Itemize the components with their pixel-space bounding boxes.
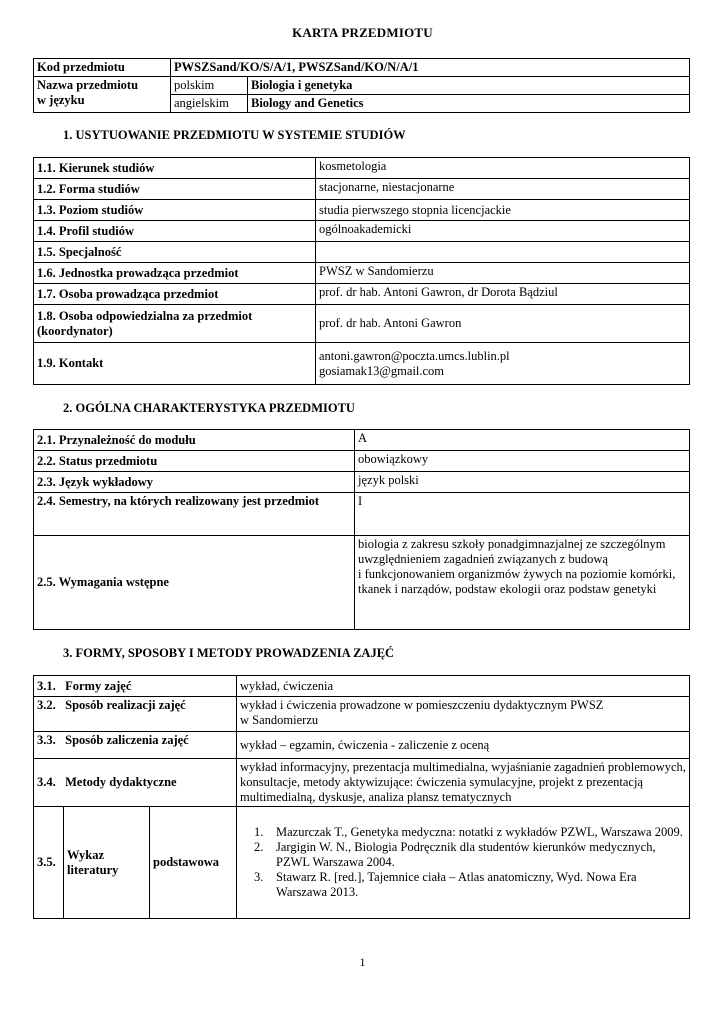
row-value: prof. dr hab. Antoni Gawron — [316, 305, 690, 343]
literature-sublabel: podstawowa — [150, 807, 237, 919]
row-label — [34, 732, 237, 759]
course-code-table — [33, 58, 690, 113]
row-number: 3.1. — [37, 678, 56, 693]
row-value: PWSZ w Sandomierzu — [316, 263, 690, 284]
row-label: 1.5. Specjalność — [34, 242, 316, 263]
row-label — [34, 697, 237, 732]
row-value: wykład – egzamin, ćwiczenia - zaliczenie z oceną — [237, 732, 690, 759]
name-english: Biology and Genetics — [248, 95, 690, 113]
literature-list — [240, 825, 686, 900]
list-item — [254, 825, 686, 840]
section3-table — [33, 675, 690, 919]
row-label-text: Sposób zaliczenia zajęć — [65, 733, 189, 747]
row-value: obowiązkowy — [355, 451, 690, 472]
row-value — [316, 242, 690, 263]
row-label: 2.3. Język wykładowy — [34, 472, 355, 493]
list-item-text: Jargigin W. N., Biologia Podręcznik dla studentów kierunków medycznych, PZWL Warszawa 2004. — [276, 840, 656, 869]
literature-label: Wykaz literatury — [64, 807, 150, 919]
row-value: studia pierwszego stopnia licencjackie — [316, 200, 690, 221]
row-label: 2.2. Status przedmiotu — [34, 451, 355, 472]
code-value: PWSZSand/KO/S/A/1, PWSZSand/KO/N/A/1 — [171, 59, 690, 77]
lang-english: angielskim — [171, 95, 248, 113]
contact-value: antoni.gawron@poczta.umcs.lublin.pl gosiamak13@gmail.com — [316, 343, 690, 385]
section3-heading: 3. FORMY, SPOSOBY I METODY PROWADZENIA ZAJĘĆ — [63, 646, 395, 660]
row-label: 1.9. Kontakt — [34, 343, 316, 385]
lang-polish: polskim — [171, 77, 248, 95]
row-label-text: Sposób realizacji zajęć — [65, 698, 186, 712]
row-label: 1.4. Profil studiów — [34, 221, 316, 242]
section1-table — [33, 157, 690, 385]
row-value: wykład informacyjny, prezentacja multimedialna, wyjaśnianie zagadnień problemowych, konsultacje, metody aktywizujące: ćwiczenia symulacyjne, projekt z prezentacją multimedialną, dyskusje, analiza plansz tematycznych — [237, 759, 690, 807]
literature-list-cell — [237, 807, 690, 919]
row-value: język polski — [355, 472, 690, 493]
row-label: 1.3. Poziom studiów — [34, 200, 316, 221]
row-label: 1.6. Jednostka prowadząca przedmiot — [34, 263, 316, 284]
code-label: Kod przedmiotu — [34, 59, 171, 77]
row-label-text: Metody dydaktyczne — [65, 775, 177, 789]
row-number: 3.3. — [37, 733, 56, 747]
row-label-text: Formy zajęć — [65, 678, 132, 693]
row-label: 2.5. Wymagania wstępne — [34, 536, 355, 630]
row-number: 3.2. — [37, 698, 56, 712]
row-label: 2.4. Semestry, na których realizowany jest przedmiot — [34, 493, 355, 536]
row-label: 1.1. Kierunek studiów — [34, 158, 316, 179]
row-value: ogólnoakademicki — [316, 221, 690, 242]
prerequisites-value: biologia z zakresu szkoły ponadgimnazjalnej ze szczególnym uwzględnieniem zagadnień związanych z budową i funkcjonowaniem organizmów żywych na poziomie komórki, tkanek i narządów, podstaw ekologii oraz podstaw genetyki — [355, 536, 690, 630]
list-item — [254, 840, 686, 870]
literature-number: 3.5. — [34, 807, 64, 919]
list-item-number: 3. — [254, 870, 264, 884]
row-label: 1.8. Osoba odpowiedzialna za przedmiot (koordynator) — [34, 305, 316, 343]
row-label: 1.2. Forma studiów — [34, 179, 316, 200]
page-number: 1 — [359, 955, 366, 969]
list-item — [254, 870, 686, 900]
name-polish: Biologia i genetyka — [248, 77, 690, 95]
row-value: wykład, ćwiczenia — [237, 676, 690, 697]
row-value: I — [355, 493, 690, 536]
list-item-number: 2. — [254, 840, 264, 854]
list-item-text: Mazurczak T., Genetyka medyczna: notatki z wykładów PZWL, Warszawa 2009. — [276, 825, 683, 839]
row-number: 3.4. — [37, 775, 56, 789]
row-value: prof. dr hab. Antoni Gawron, dr Dorota Bądziul — [316, 284, 690, 305]
row-value: wykład i ćwiczenia prowadzone w pomieszczeniu dydaktycznym PWSZ w Sandomierzu — [237, 697, 690, 732]
list-item-text: Stawarz R. [red.], Tajemnice ciała – Atlas anatomiczny, Wyd. Nowa Era Warszawa 2013. — [276, 870, 637, 899]
section2-heading: 2. OGÓLNA CHARAKTERYSTYKA PRZEDMIOTU — [63, 401, 355, 415]
row-value: kosmetologia — [316, 158, 690, 179]
row-value: stacjonarne, niestacjonarne — [316, 179, 690, 200]
section1-heading: 1. USYTUOWANIE PRZEDMIOTU W SYSTEMIE STUDIÓW — [63, 128, 406, 142]
row-label — [34, 676, 237, 697]
row-label: 2.1. Przynależność do modułu — [34, 430, 355, 451]
section2-table — [33, 429, 690, 630]
document-title: KARTA PRZEDMIOTU — [292, 25, 433, 40]
name-label: Nazwa przedmiotu w języku — [34, 77, 171, 113]
row-label — [34, 759, 237, 807]
row-label: 1.7. Osoba prowadząca przedmiot — [34, 284, 316, 305]
list-item-number: 1. — [254, 825, 264, 839]
row-value: A — [355, 430, 690, 451]
